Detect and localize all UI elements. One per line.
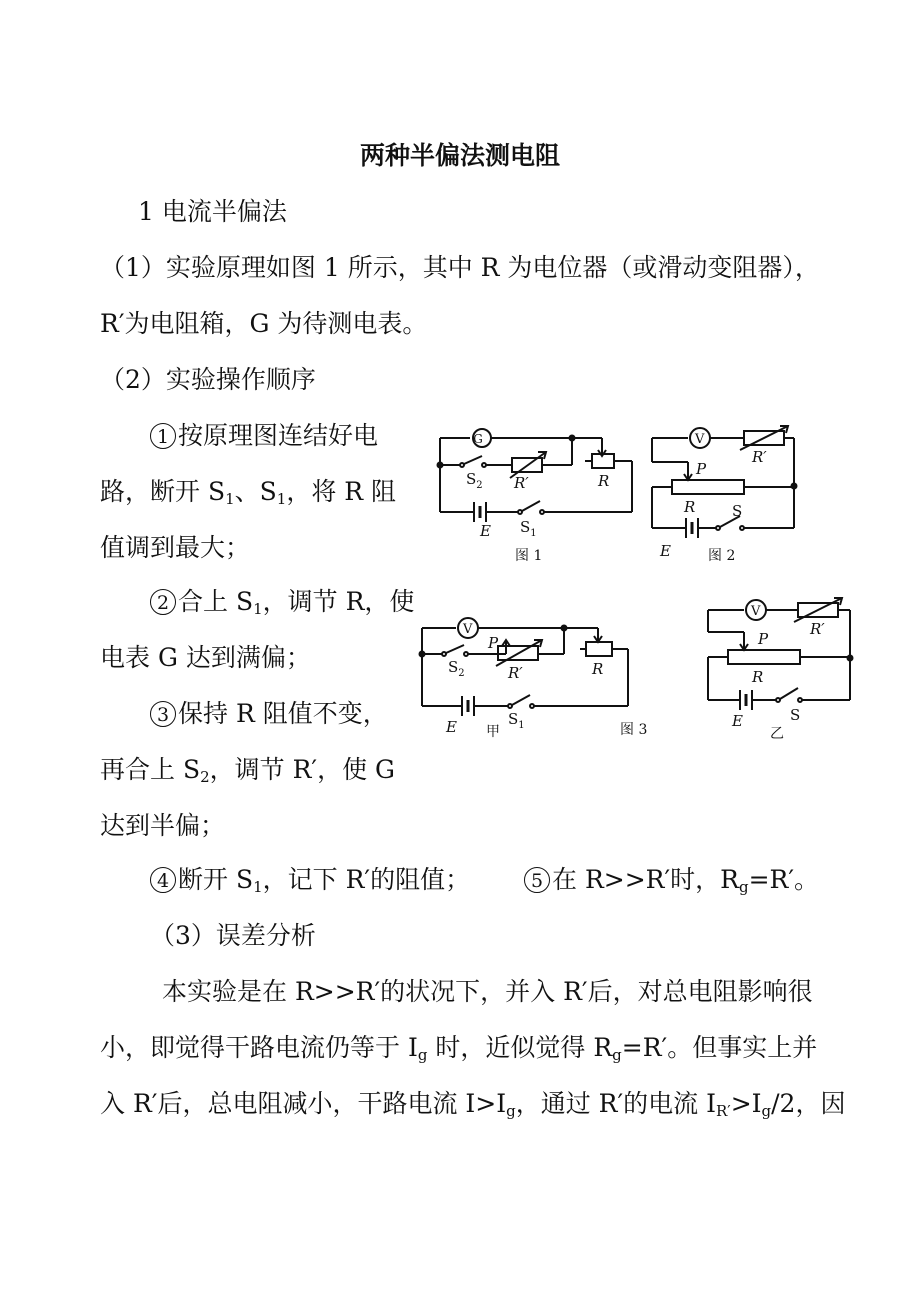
svg-text:E: E [446,718,457,736]
analysis-line-3: 入 R′后，总电阻减小，干路电流 $I>I_g$，通过 R′的电流 $I_{R'}>I_g/2$，因 [100,1089,846,1120]
step-2-number: 2 [150,589,176,615]
svg-text:甲: 甲 [486,724,500,740]
step-3-line-1: 3 保持 R 阻值不变， [150,698,388,730]
svg-text:E: E [480,522,491,540]
svg-text:S1: $S_1$ [508,710,525,731]
svg-text:E: E [660,542,671,560]
figure-1-caption: 图 1 [515,548,543,564]
svg-text:G: G [473,432,483,446]
svg-text:S2: $S_2$ [448,658,465,679]
paragraph-2: （2）实验操作顺序 [100,365,316,394]
figure-1-circuit [430,428,640,570]
svg-text:V: V [463,622,473,637]
step-1-line-2: 路，断开 $S_1$、$S_1$，将 R 阻 [100,477,397,508]
figure-2-circuit [648,424,804,570]
figure-3-caption: 图 3 [620,722,648,738]
svg-text:S: S [790,706,801,724]
slider-resistor-R [728,650,800,664]
svg-text:R′: R′ [508,664,523,682]
svg-text:E: E [732,712,743,730]
svg-text:R′: R′ [752,448,767,466]
step-2-line-1: 2 合上 $S_1$，调节 R，使 [150,586,414,618]
svg-text:V: V [751,604,761,619]
analysis-line-1: 本实验是在 R>>R′的状况下，并入 R′后，对总电阻影响很 [162,977,813,1006]
step-4-number: 4 [150,867,176,893]
step-2-line-2: 电表 G 达到满偏； [100,643,311,672]
svg-text:P: P [696,460,707,478]
step-3-number: 3 [150,701,176,727]
slider-resistor-R [672,480,744,494]
figure-2-caption: 图 2 [708,548,736,564]
svg-text:R: R [592,660,604,678]
page-title: 两种半偏法测电阻 [359,141,560,170]
svg-text:R′: R′ [810,620,825,638]
step-3-line-2: 再合上 $S_2$，调节 R′，使 G [100,755,395,786]
paragraph-3: （3）误差分析 [150,921,316,950]
paragraph-1a: （1）实验原理如图 1 所示，其中 R 为电位器（或滑动变阻器）， [100,253,820,282]
step-4: 4 断开 $S_1$，记下 R′的阻值； [150,864,470,896]
svg-text:R: R [684,498,696,516]
svg-text:乙: 乙 [770,726,784,742]
step-5: 5 在 R>>R′时，$R_g=R'$。 [524,864,819,896]
figure-3a-circuit [412,608,648,744]
resistor-R [586,642,612,656]
svg-text:S2: $S_2$ [466,470,483,491]
svg-text:S: S [732,502,743,520]
step-1-line-1: 1 按原理图连结好电 [150,420,378,452]
svg-text:V: V [695,432,705,447]
paragraph-1b: R′为电阻箱，G 为待测电表。 [100,309,428,338]
figure-3b-circuit [700,596,860,744]
section-heading: 1 电流半偏法 [138,197,287,226]
step-3-line-3: 达到半偏； [100,811,226,840]
step-1-number: 1 [150,423,176,449]
svg-text:S1: $S_1$ [520,518,537,539]
step-1-line-3: 值调到最大； [100,533,251,562]
svg-text:R: R [752,668,764,686]
svg-text:R: R [598,472,610,490]
svg-text:R′: R′ [514,474,529,492]
analysis-line-2: 小，即觉得干路电流仍等于 $I_g$ 时，近似觉得 $R_g=R'$。但事实上并 [100,1033,818,1064]
svg-text:P: P [758,630,769,648]
svg-text:P: P [488,634,499,652]
step-5-number: 5 [524,867,550,893]
